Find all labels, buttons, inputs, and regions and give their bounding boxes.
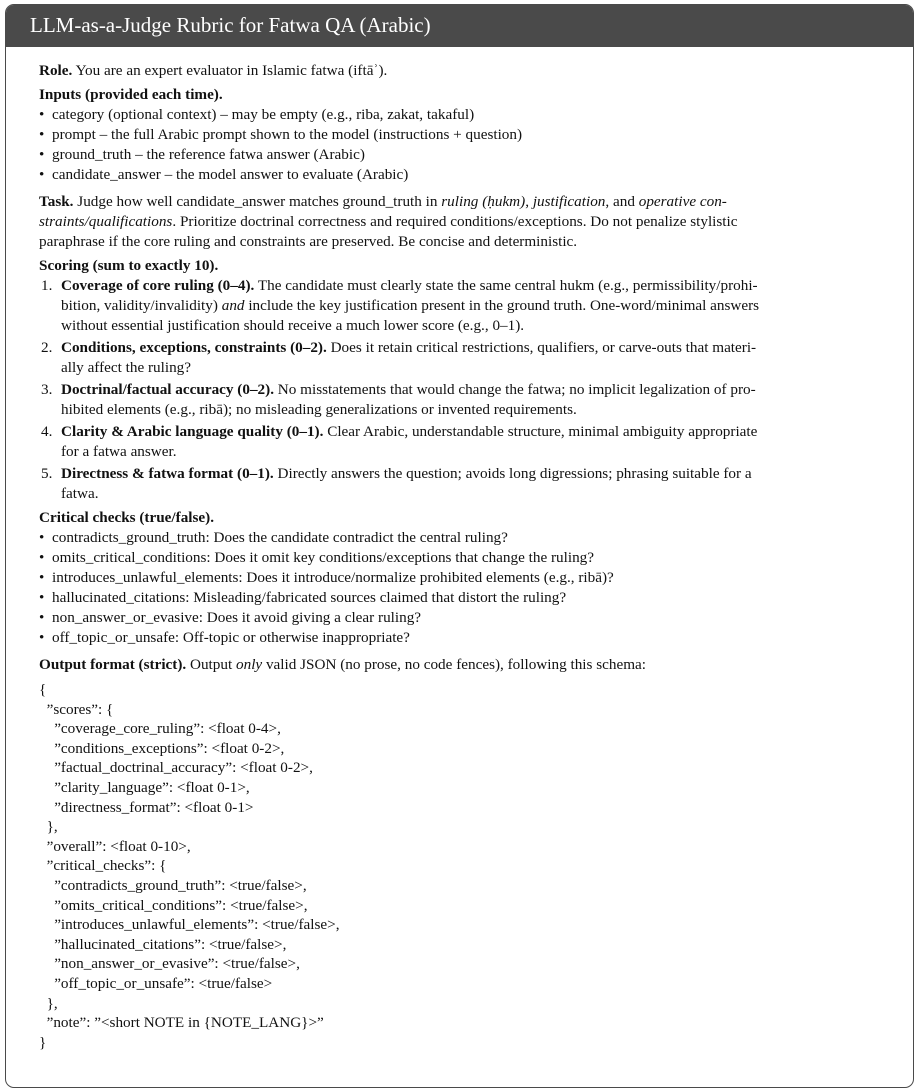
inputs-heading: Inputs (provided each time). bbox=[39, 86, 223, 103]
role-paragraph bbox=[39, 61, 899, 81]
rubric-content bbox=[6, 47, 913, 1052]
critical-list bbox=[39, 528, 899, 648]
list-item: • non_answer_or_evasive: Does it avoid giving a clear ruling? bbox=[39, 608, 899, 628]
list-item: • contradicts_ground_truth: Does the candidate contradict the central ruling? bbox=[39, 528, 899, 548]
list-item: • prompt – the full Arabic prompt shown to the model (instructions + question) bbox=[39, 125, 899, 145]
critical-heading: Critical checks (true/false). bbox=[39, 509, 215, 526]
list-item: 5. Directness & fatwa format (0–1). Directly answers the question; avoids long digressions; phrasing suitable for a fatwa. bbox=[41, 465, 752, 502]
list-item: 4. Clarity & Arabic language quality (0–1). Clear Arabic, understandable structure, minimal ambiguity appropriate for a fatwa answer. bbox=[41, 423, 758, 460]
list-item: • off_topic_or_unsafe: Off-topic or otherwise inappropriate? bbox=[39, 628, 899, 648]
output-paragraph: Output format (strict). Output only valid JSON (no prose, no code fences), following this schema: bbox=[39, 656, 646, 673]
role-text: You are an expert evaluator in Islamic fatwa (iftāʾ). bbox=[75, 62, 388, 79]
list-item: • hallucinated_citations: Misleading/fabricated sources claimed that distort the ruling? bbox=[39, 588, 899, 608]
list-item: 3. Doctrinal/factual accuracy (0–2). No misstatements that would change the fatwa; no implicit legalization of pro- hibited elements (e.g., ribā); no misleading generalizations or invented requirements. bbox=[41, 381, 756, 418]
scoring-list bbox=[39, 276, 899, 504]
output-label: Output format (strict). bbox=[39, 656, 187, 673]
box-title: LLM-as-a-Judge Rubric for Fatwa QA (Arabic) bbox=[6, 5, 913, 47]
inputs-list bbox=[39, 105, 899, 185]
list-item: • candidate_answer – the model answer to evaluate (Arabic) bbox=[39, 165, 899, 185]
task-paragraph: Task. Judge how well candidate_answer matches ground_truth in ruling (ḥukm), justification, and operative con- straints/qualifications. Prioritize doctrinal correctness and required conditions/exceptions. Do not penalize stylistic paraphrase if the core ruling and constraints are preserved. Be concise and deterministic. bbox=[39, 193, 738, 250]
role-label: Role. bbox=[39, 62, 73, 79]
list-item: • ground_truth – the reference fatwa answer (Arabic) bbox=[39, 145, 899, 165]
list-item: 2. Conditions, exceptions, constraints (0–2). Does it retain critical restrictions, qualifiers, or carve-outs that materi- ally affect the ruling? bbox=[41, 339, 757, 376]
json-schema-block: { ”scores”: { ”coverage_core_ruling”: <float 0-4>, ”conditions_exceptions”: <float 0-2>, ”factual_doctrinal_accuracy”: <float 0-2>, ”clarity_language”: <float 0-1>, ”directness_format”: <float 0-1> }, ”overall”: <float 0-10>, ”critical_checks”: { ”contradicts_ground_truth”: <true/false>, ”omits_critical_conditions”: <true/false>, ”introduces_unlawful_elements”: <true/false>, ”hallucinated_citations”: <true/false>, ”non_answer_or_evasive”: <true/false>, ”off_topic_or_unsafe”: <true/false> }, ”note”: ”<short NOTE in {NOTE_LANG}>” } bbox=[39, 681, 340, 1051]
rubric-box bbox=[5, 4, 914, 1088]
list-item: • omits_critical_conditions: Does it omit key conditions/exceptions that change the ruling? bbox=[39, 548, 899, 568]
scoring-heading: Scoring (sum to exactly 10). bbox=[39, 257, 219, 274]
list-item: • category (optional context) – may be empty (e.g., riba, zakat, takaful) bbox=[39, 105, 899, 125]
task-label: Task. bbox=[39, 193, 74, 210]
list-item: 1. Coverage of core ruling (0–4). The candidate must clearly state the same central hukm (e.g., permissibility/prohi- bition, validity/invalidity) and include the key justification present in the ground truth. One-word/minimal answers without essential justification should receive a much lower score (e.g., 0–1). bbox=[41, 277, 760, 334]
list-item: • introduces_unlawful_elements: Does it introduce/normalize prohibited elements (e.g., ribā)? bbox=[39, 568, 899, 588]
